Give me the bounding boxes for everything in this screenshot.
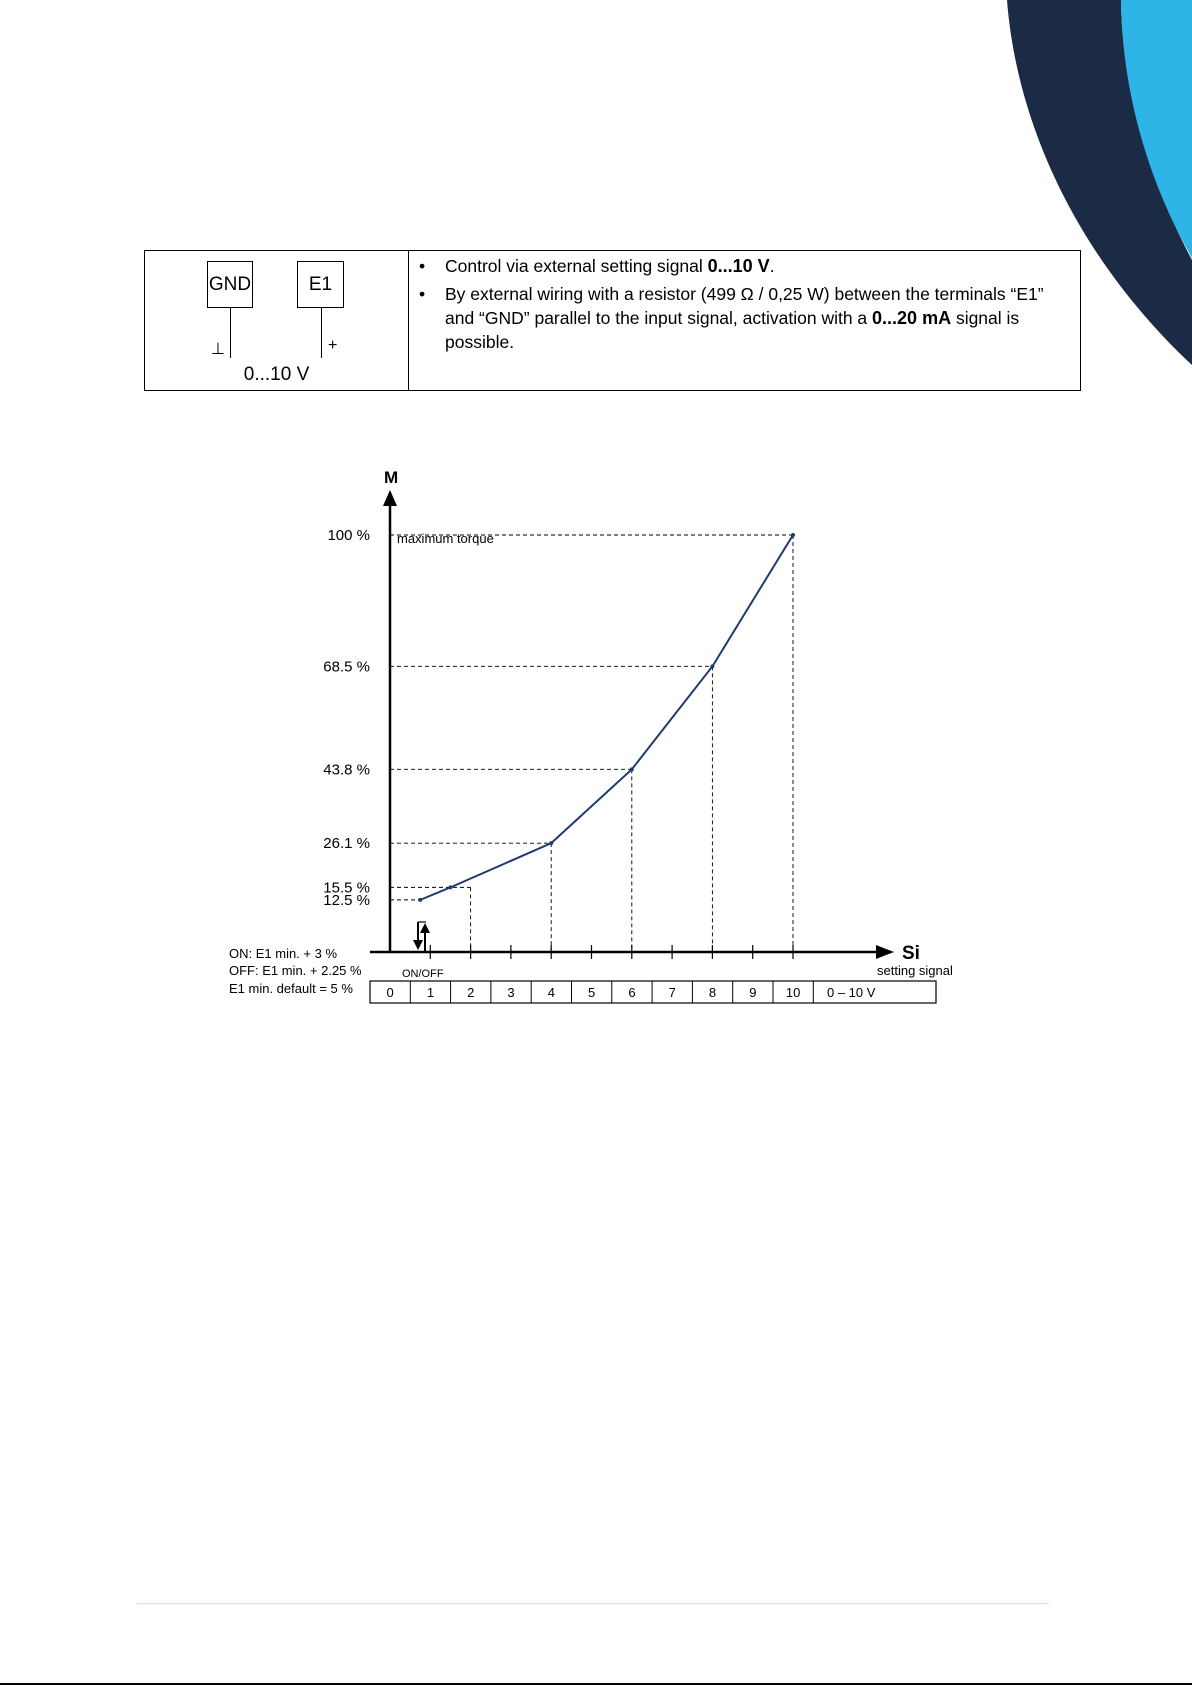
onoff-label: ON/OFF (402, 968, 444, 980)
data-point (418, 898, 422, 902)
bullet-suffix: signal is possible. (445, 308, 1020, 352)
bullet-dot: • (419, 284, 426, 304)
data-point (549, 841, 553, 845)
y-mark-label: 43.8 % (323, 761, 370, 779)
y-mark-label: 68.5 % (323, 658, 370, 676)
x-tick-label: 6 (628, 985, 636, 1000)
plus-symbol: + (328, 337, 338, 354)
x-tick-label: 4 (547, 985, 555, 1000)
bullet-suffix: . (769, 256, 775, 276)
y-axis-arrow (383, 490, 397, 506)
footer-rule (137, 1603, 1049, 1604)
y-mark-label: 15.5 % (323, 879, 370, 897)
terminal-gnd-label: GND (208, 273, 252, 295)
ground-symbol: ⊥ (211, 341, 225, 358)
note-on: ON: E1 min. + 3 % (229, 946, 338, 961)
bullet-bold: 0...20 mA (872, 308, 952, 328)
max-torque-label: maximum torque (397, 531, 494, 546)
bullet-dot: • (419, 256, 426, 276)
x-tick-label: 0 (386, 985, 394, 1000)
y-axis-title: M (384, 468, 399, 487)
x-tick-label: 7 (668, 985, 676, 1000)
x-tick-label: 1 (426, 985, 435, 1000)
data-point (710, 664, 714, 668)
x-tick-label: 2 (467, 985, 475, 1000)
x-unit-label: 0 – 10 V (827, 985, 876, 1000)
terminal-e1-label: E1 (308, 273, 333, 295)
data-point (791, 533, 795, 537)
data-point (630, 767, 634, 771)
x-axis-title: Si (902, 943, 920, 964)
y-mark-label: 26.1 % (323, 835, 370, 853)
data-point (448, 885, 452, 889)
x-axis-subtitle: setting signal (877, 963, 953, 978)
x-tick-label: 3 (507, 985, 515, 1000)
x-tick-label: 5 (588, 985, 596, 1000)
note-default: E1 min. default = 5 % (229, 981, 353, 996)
voltage-label: 0...10 V (243, 364, 310, 385)
x-tick-label: 9 (749, 985, 757, 1000)
bullet-text: Control via external setting signal (445, 256, 708, 276)
x-axis-arrow (876, 945, 894, 959)
y-mark-label: 12.5 % (323, 891, 370, 909)
torque-line (420, 535, 793, 900)
y-mark-label: 100 % (327, 527, 370, 544)
x-tick-label: 10 (785, 985, 801, 1000)
note-off: OFF: E1 min. + 2.25 % (229, 963, 362, 978)
bullet-text: By external wiring with a resistor (499 Ω / 0,25 W) between the terminals “E1” and “GND” parallel to the input signal, activation with a (445, 284, 1044, 328)
x-tick-label: 8 (708, 985, 717, 1000)
bullet-bold: 0...10 V (707, 256, 770, 276)
